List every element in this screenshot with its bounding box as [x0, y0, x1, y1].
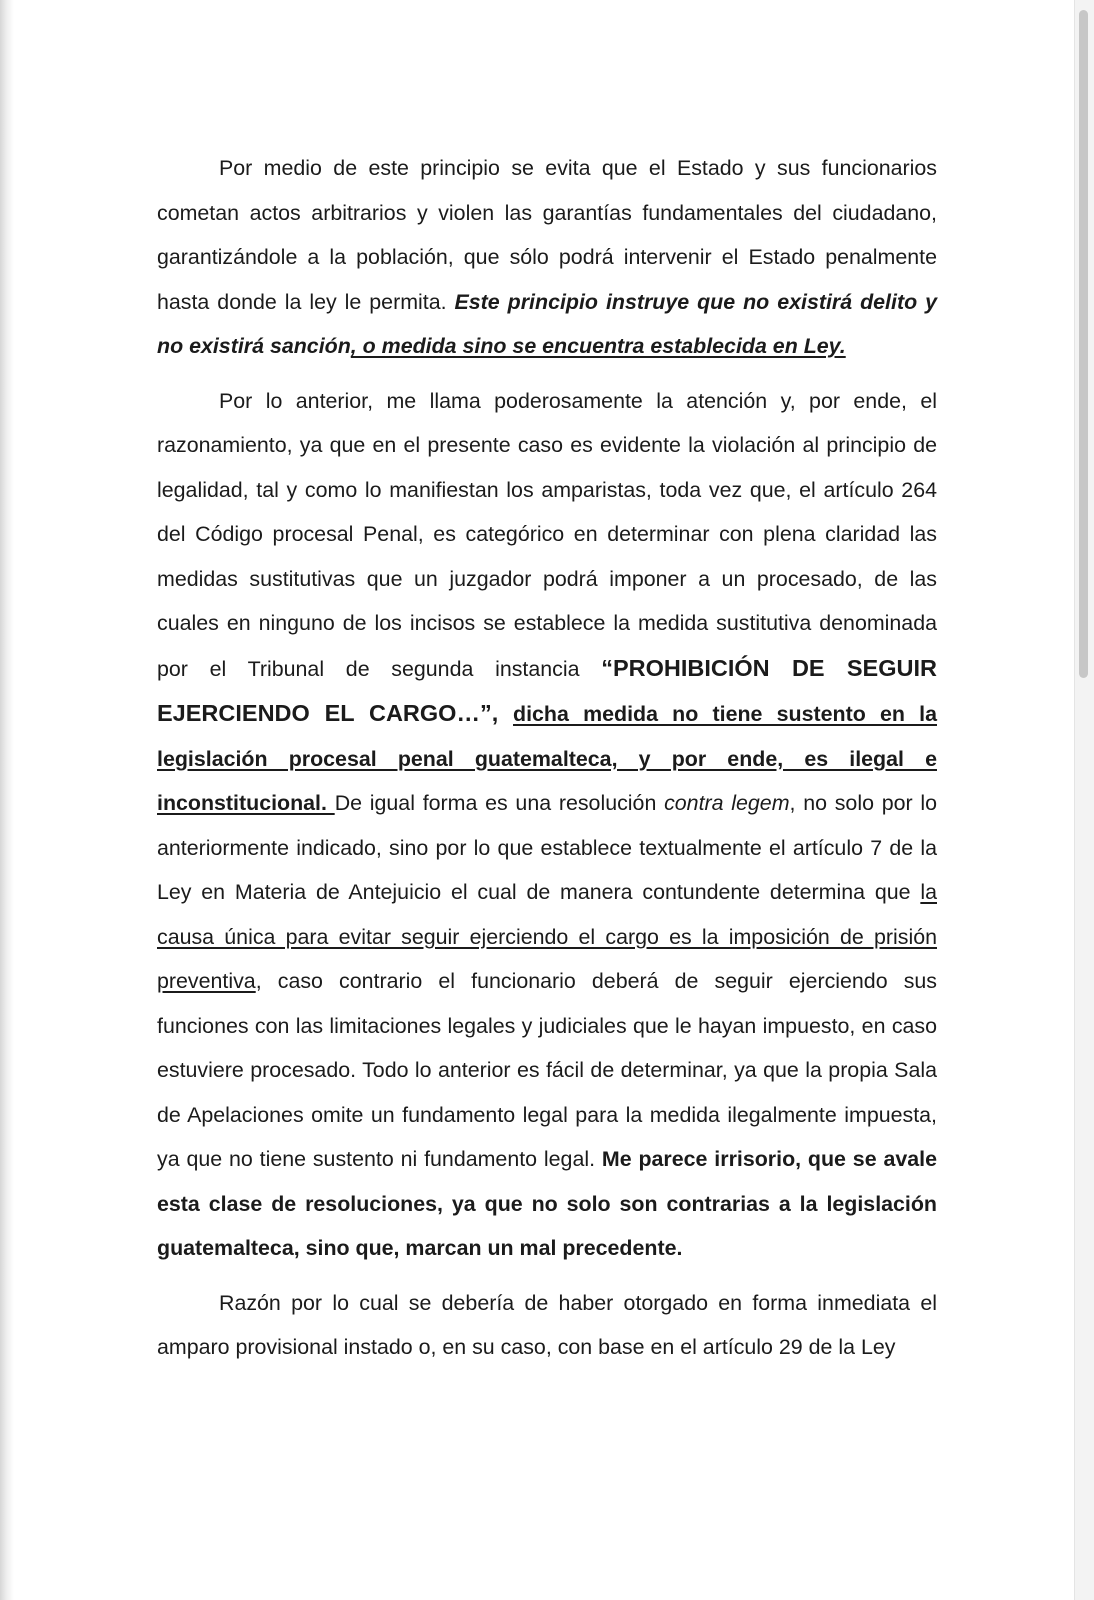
paragraph3-text: Razón por lo cual se debería de haber otorgado en forma inmediata el amparo provisional instado o, en su caso, con base en el artículo 29 de la Ley	[157, 1290, 937, 1359]
paragraph2-text1: Por lo anterior, me llama poderosamente la atención y, por ende, el razonamiento, ya que en el presente caso es evidente la violación al principio de legalidad, tal y como lo manifiestan los amparistas, toda vez que, el artículo 264 del Código procesal Penal, es categórico en determinar con plena claridad las medidas sustitutivas que un juzgador podrá imponer a un procesado, de las cuales en ninguno de los incisos se establece la medida sustitutiva denominada por el Tribunal de segunda instancia	[157, 388, 937, 681]
paragraph-analysis	[157, 379, 937, 1271]
paragraph2-underlined: la causa única para evitar seguir ejerciendo el cargo es la imposición de prisión preventiva	[157, 880, 937, 993]
paragraph1-bold-italic: Este principio instruye que no existirá delito y no existirá sanción	[157, 289, 937, 358]
scrollbar-thumb[interactable]	[1079, 10, 1088, 678]
paragraph1-text: Por medio de este principio se evita que el Estado y sus funcionarios cometan actos arbitrarios y violen las garantías fundamentales del ciudadano, garantizándole a la población, que sólo podrá intervenir el Estado penalmente hasta donde la ley le permita.	[157, 156, 937, 314]
page-edge-shadow	[0, 0, 14, 1600]
paragraph2-text2: De igual forma es una resolución	[334, 791, 665, 815]
paragraph-legality-principle	[157, 146, 937, 369]
paragraph2-text3: , no solo por lo anteriormente indicado, sino por lo que establece textualmente el artículo 7 de la Ley en Materia de Antejuicio el cual de manera contundente determina que	[157, 791, 938, 904]
document-page	[157, 146, 937, 1370]
paragraph2-text4: , caso contrario el funcionario deberá de seguir ejerciendo sus funciones con las limitaciones legales y judiciales que le hayan impuesto, en caso estuviere procesado. Todo lo anterior es fácil de determinar, ya que la propia Sala de Apelaciones omite un fundamento legal para la medida ilegalmente impuesta, ya que no tiene sustento ni fundamento legal.	[157, 969, 937, 1171]
paragraph2-bold-underlined: dicha medida no tiene sustento en la legislación procesal penal guatemalteca, y por ende, es ilegal e inconstitucional.	[157, 702, 937, 815]
vertical-scrollbar[interactable]	[1074, 0, 1094, 1600]
paragraph2-italic: contra legem	[664, 791, 790, 815]
paragraph2-bold-end: Me parece irrisorio, que se avale esta clase de resoluciones, ya que no solo son contrarias a la legislación guatemalteca, sino que, marcan un mal precedente.	[157, 1147, 937, 1260]
paragraph1-bold-italic-underlined: , o medida sino se encuentra establecida en Ley.	[350, 334, 846, 358]
paragraph2-bold-quote: “PROHIBICIÓN DE SEGUIR EJERCIENDO EL CARGO…”,	[157, 654, 937, 726]
paragraph-conclusion	[157, 1281, 937, 1370]
